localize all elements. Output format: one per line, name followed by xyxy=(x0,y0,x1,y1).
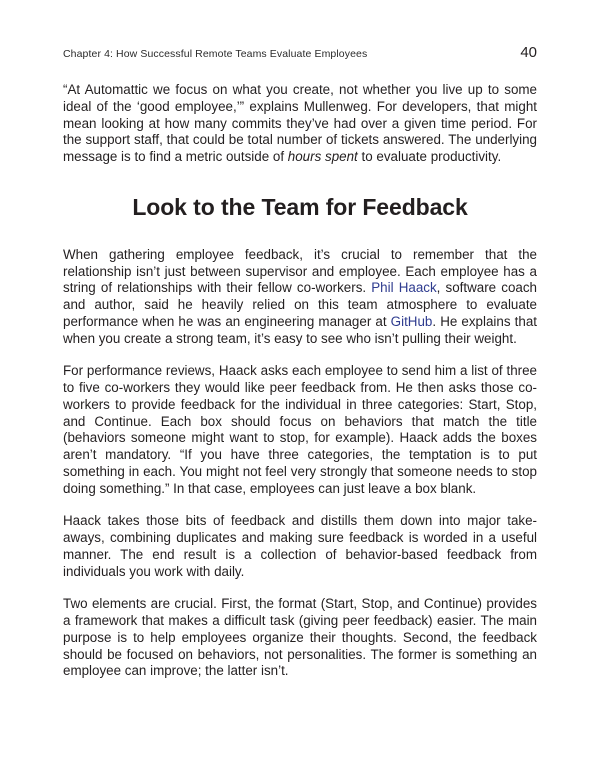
paragraph-team-feedback-text-1: When gathering employee feedback, it’s crucial to remember that the relationship isn’t just between supervisor and employee. Each employee has a string of relationships with their fellow co-workers. xyxy=(63,246,537,296)
paragraph-team-feedback-text-2: , software coach and author, said he heavily relied on this team atmosphere to evaluate performance when he was an engineering manager at xyxy=(63,280,537,329)
paragraph-takeaways: Haack takes those bits of feedback and distills them down into major take-aways, combining duplicates and making sure feedback is worded in a useful manner. The end result is a collection of behavior-based feedback from individuals you work with daily. xyxy=(63,513,537,579)
section-heading: Look to the Team for Feedback xyxy=(132,193,468,220)
paragraph-automattic-text-before-emphasis: “At Automattic we focus on what you create, not whether you live up to some ideal of the ‘good employee,’” explains Mullenweg. For developers, that might mean looking at how many commits they’ve had over a given time period. For the support staff, that could be total number of tickets answered. The underlying message is to find a metric outside of xyxy=(63,82,537,164)
paragraph-two-elements: Two elements are crucial. First, the format (Start, Stop, and Continue) provides a framework that makes a difficult task (giving peer feedback) easier. The main purpose is to help employees organize their thoughts. Second, the feedback should be focused on behaviors, not personalities. The former is something an employee can improve; the latter isn’t. xyxy=(63,596,537,679)
page-content xyxy=(63,82,537,696)
emphasis-hours-spent: hours spent xyxy=(287,149,358,164)
page-number: 40 xyxy=(520,44,537,61)
link-github[interactable]: GitHub xyxy=(390,313,433,329)
paragraph-automattic-text-after-emphasis: to evaluate productivity. xyxy=(357,149,502,164)
section-heading-block xyxy=(63,194,537,221)
chapter-label: Chapter 4: How Successful Remote Teams Evaluate Employees xyxy=(63,48,368,60)
running-head xyxy=(63,44,537,61)
link-phil-haack[interactable]: Phil Haack xyxy=(371,280,437,296)
paragraph-team-feedback xyxy=(63,247,537,348)
paragraph-team-feedback-text-3: . He explains that when you create a strong team, it’s easy to see who isn’t pulling their weight. xyxy=(63,313,537,346)
paragraph-automattic xyxy=(63,82,537,166)
paragraph-performance-reviews: For performance reviews, Haack asks each employee to send him a list of three to five co-workers they would like peer feedback from. He then asks those co-workers to provide feedback for the individual in three categories: Start, Stop, and Continue. Each box should focus on behaviors that match the title (behaviors someone might want to stop, for example). Haack adds the boxes aren’t mandatory. “If you have three categories, the temptation is to put something in each. You might not feel very strongly that someone needs to stop doing something.” In that case, employees can just leave a box blank. xyxy=(63,363,537,496)
